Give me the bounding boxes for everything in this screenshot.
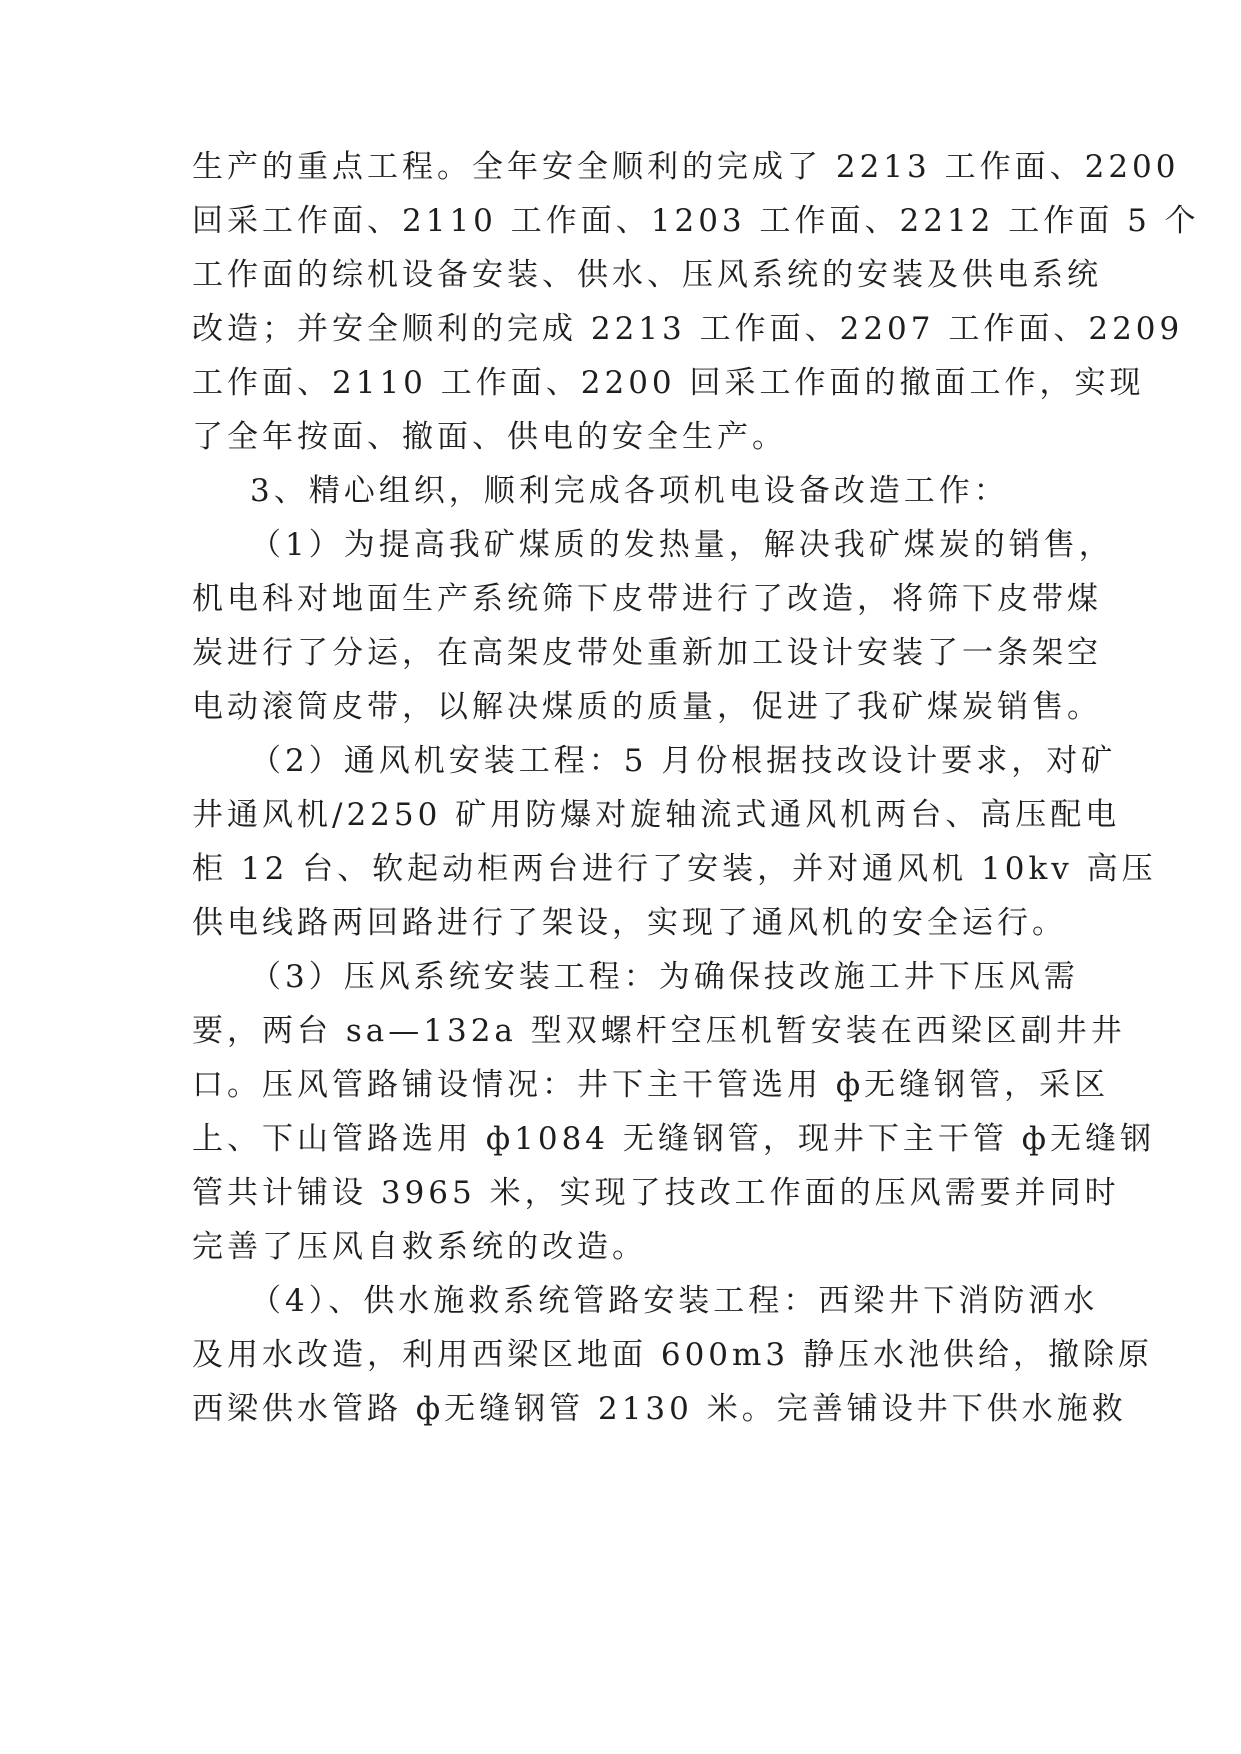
text-line: 供电线路两回路进行了架设，实现了通风机的安全运行。 <box>192 905 1067 941</box>
text-line: 炭进行了分运，在高架皮带处重新加工设计安装了一条架空 <box>192 635 1102 671</box>
text-line: 改造；并安全顺利的完成 2213 工作面、2207 工作面、2209 <box>192 311 1184 347</box>
text-line: 井通风机/2250 矿用防爆对旋轴流式通风机两台、高压配电 <box>192 797 1121 833</box>
text-line: 柜 12 台、软起动柜两台进行了安装，并对通风机 10kv 高压 <box>192 851 1157 887</box>
text-line: 工作面的综机设备安装、供水、压风系统的安装及供电系统 <box>192 257 1102 293</box>
text-line: 工作面、2110 工作面、2200 回采工作面的撤面工作，实现 <box>192 365 1145 401</box>
section-heading: 3、精心组织，顺利完成各项机电设备改造工作： <box>250 473 1009 509</box>
text-line: 口。压风管路铺设情况：井下主干管选用 ф无缝钢管，采区 <box>192 1067 1110 1103</box>
text-line: （3）压风系统安装工程：为确保技改施工井下压风需 <box>250 959 1079 995</box>
text-line: 电动滚筒皮带，以解决煤质的质量，促进了我矿煤炭销售。 <box>192 689 1102 725</box>
text-line: 西梁供水管路 ф无缝钢管 2130 米。完善铺设井下供水施救 <box>192 1391 1127 1427</box>
text-line: 回采工作面、2110 工作面、1203 工作面、2212 工作面 5 个 <box>192 203 1200 239</box>
text-line: （1）为提高我矿煤质的发热量，解决我矿煤炭的销售， <box>250 527 1114 563</box>
text-line: （4）、供水施救系统管路安装工程：西梁井下消防洒水 <box>250 1283 1099 1319</box>
text-line: 了全年按面、撤面、供电的安全生产。 <box>192 419 787 455</box>
text-line: （2）通风机安装工程：5 月份根据技改设计要求，对矿 <box>250 743 1117 779</box>
text-line: 上、下山管路选用 ф1084 无缝钢管，现井下主干管 ф无缝钢 <box>192 1121 1155 1157</box>
text-line: 生产的重点工程。全年安全顺利的完成了 2213 工作面、2200 <box>192 149 1180 185</box>
text-line: 要，两台 sa—132a 型双螺杆空压机暂安装在西梁区副井井 <box>192 1013 1126 1049</box>
text-line: 完善了压风自救系统的改造。 <box>192 1229 647 1265</box>
text-line: 管共计铺设 3965 米，实现了技改工作面的压风需要并同时 <box>192 1175 1120 1211</box>
text-line: 机电科对地面生产系统筛下皮带进行了改造，将筛下皮带煤 <box>192 581 1102 617</box>
text-line: 及用水改造，利用西梁区地面 600m3 静压水池供给，撤除原 <box>192 1337 1153 1373</box>
